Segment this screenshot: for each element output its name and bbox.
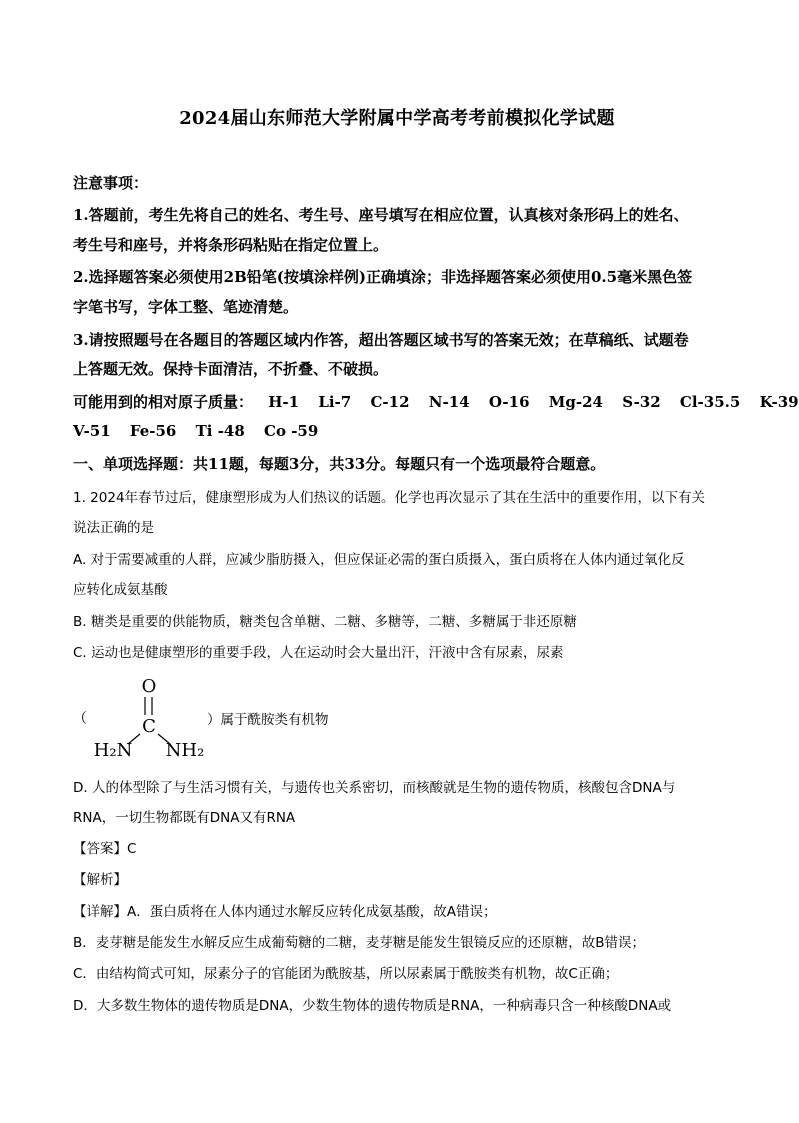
detail-tag: 【详解】 bbox=[73, 904, 127, 920]
detail-b: B．麦芽糖是能发生水解反应生成葡萄糖的二糖，麦芽糖是能发生银镜反应的还原糖，故B错误； bbox=[73, 935, 646, 951]
atomic-mass: Fe-56 bbox=[129, 422, 177, 440]
question-1-stem-line-2: 说法正确的是 bbox=[73, 520, 154, 536]
urea-formula-icon bbox=[83, 672, 213, 762]
urea-atom-o: O bbox=[141, 676, 157, 697]
notice-item-1-line-2: 考生号和座号，并将条形码粘贴在指定位置上。 bbox=[73, 236, 389, 254]
atomic-masses-row-1 bbox=[73, 391, 799, 412]
urea-atom-c: C bbox=[142, 716, 156, 737]
option-c: C. 运动也是健康塑形的重要手段，人在运动时会大量出汗，汗液中含有尿素，尿素 bbox=[73, 645, 564, 661]
atomic-mass: V-51 bbox=[73, 422, 111, 440]
urea-structure bbox=[73, 672, 403, 762]
atomic-mass: K-39 bbox=[759, 393, 799, 411]
atomic-mass: S-32 bbox=[622, 393, 661, 411]
atomic-mass: Li-7 bbox=[318, 393, 352, 411]
atomic-masses-row-2 bbox=[73, 422, 332, 440]
option-b: B. 糖类是重要的供能物质，糖类包含单糖、二糖、多糖等，二糖、多糖属于非还原糖 bbox=[73, 614, 577, 630]
atomic-mass: H-1 bbox=[268, 393, 300, 411]
question-1-stem-line-1: 1. 2024年春节过后，健康塑形成为人们热议的话题。化学也再次显示了其在生活中的重要作用，以下有关 bbox=[73, 490, 706, 506]
urea-group-nh2: NH₂ bbox=[165, 740, 205, 761]
notice-heading: 注意事项： bbox=[73, 174, 149, 192]
answer-tag: 【答案】 bbox=[73, 841, 127, 857]
notice-item-3-line-2: 上答题无效。保持卡面清洁，不折叠、不破损。 bbox=[73, 360, 389, 378]
detail-a-text: A．蛋白质将在人体内通过水解反应转化成氨基酸，故A错误； bbox=[127, 904, 497, 920]
atomic-mass: Mg-24 bbox=[548, 393, 603, 411]
notice-item-3-line-1: 3.请按照题号在各题目的答题区域内作答，超出答题区域书写的答案无效；在草稿纸、试题卷 bbox=[73, 331, 689, 349]
option-d-line-1: D. 人的体型除了与生活习惯有关，与遗传也关系密切，而核酸就是生物的遗传物质，核酸包含DNA与 bbox=[73, 780, 676, 796]
detail-c: C．由结构简式可知，尿素分子的官能团为酰胺基，所以尿素属于酰胺类有机物，故C正确； bbox=[73, 966, 619, 982]
analysis-tag: 【解析】 bbox=[73, 872, 127, 888]
urea-paren-open: （ bbox=[73, 711, 87, 727]
option-a-line-1: A. 对于需要减重的人群，应减少脂肪摄入，但应保证必需的蛋白质摄入，蛋白质将在人体内通过氧化反 bbox=[73, 552, 685, 568]
atomic-masses-label: 可能用到的相对原子质量： bbox=[73, 393, 254, 411]
urea-paren-close: ）属于酰胺类有机物 bbox=[207, 712, 329, 728]
detail-a bbox=[73, 900, 496, 920]
notice-item-2-line-1: 2.选择题答案必须使用2B铅笔(按填涂样例)正确填涂；非选择题答案必须使用0.5毫米黑色签 bbox=[73, 268, 693, 286]
atomic-mass: N-14 bbox=[428, 393, 470, 411]
atomic-mass: O-16 bbox=[488, 393, 530, 411]
answer-value: C bbox=[127, 841, 137, 857]
option-a-line-2: 应转化成氨基酸 bbox=[73, 582, 168, 598]
page-title: 2024届山东师范大学附属中学高考考前模拟化学试题 bbox=[179, 108, 615, 129]
answer-line bbox=[73, 837, 136, 857]
option-d-line-2: RNA，一切生物都既有DNA又有RNA bbox=[73, 810, 296, 826]
section-heading: 一、单项选择题：共11题，每题3分，共33分。每题只有一个选项最符合题意。 bbox=[73, 455, 606, 473]
notice-item-2-line-2: 字笔书写，字体工整、笔迹清楚。 bbox=[73, 298, 299, 316]
atomic-mass: Co -59 bbox=[264, 422, 319, 440]
detail-d: D．大多数生物体的遗传物质是DNA，少数生物体的遗传物质是RNA，一种病毒只含一种核酸DNA或 bbox=[73, 998, 672, 1014]
atomic-mass: Cl-35.5 bbox=[679, 393, 741, 411]
atomic-mass: Ti -48 bbox=[195, 422, 245, 440]
atomic-mass: C-12 bbox=[370, 393, 410, 411]
urea-group-h2n: H₂N bbox=[93, 740, 133, 761]
notice-item-1-line-1: 1.答题前，考生先将自己的姓名、考生号、座号填写在相应位置，认真核对条形码上的姓名、 bbox=[73, 206, 689, 224]
